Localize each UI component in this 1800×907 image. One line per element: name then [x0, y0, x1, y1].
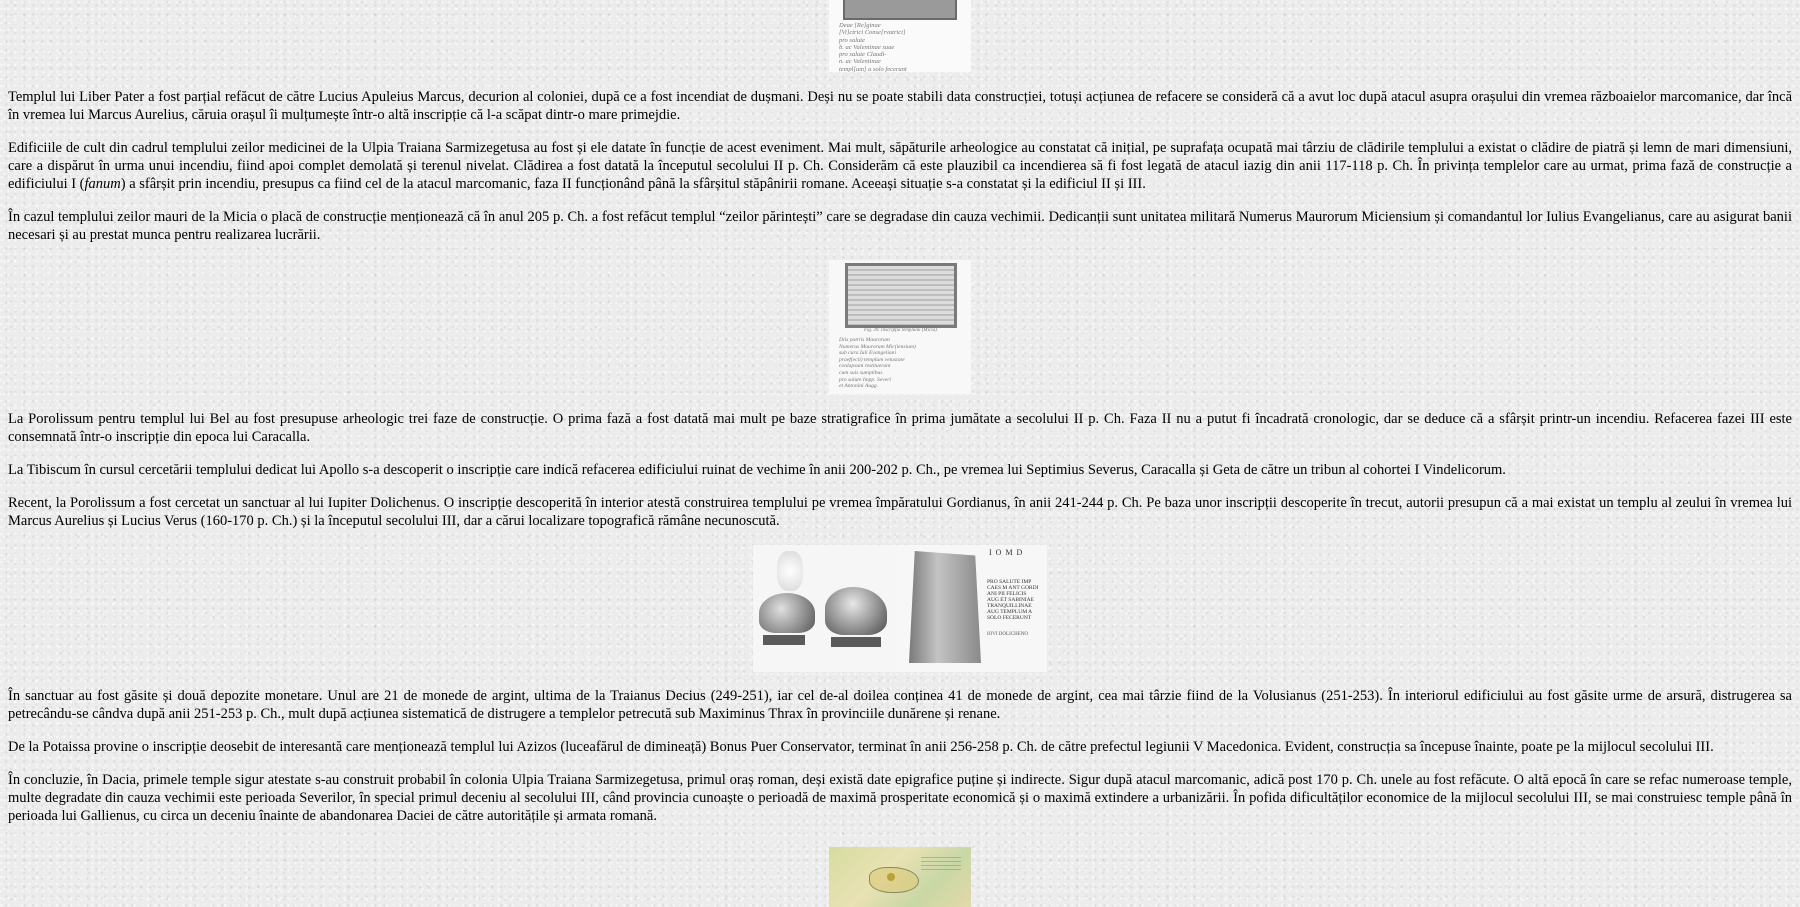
bronze-fragment-shape — [825, 587, 887, 635]
fragment-base-shape — [763, 635, 805, 645]
inscription-transcription: Diis patriis Maurorum Numerus Maurorum Mic(iensium) sub cura Iuli Evangeliani praef(ecti) templum vetustate conlapsum restituerunt cum suis sumptibus pro salute Impp. Severi et Antonini Augg. — [839, 337, 916, 390]
paragraph-text: ) a sfârșit prin incendiu, presupus ca fiind cel de la atacul marcomanic, faza II funcționând până la sfârșitul stăpânirii romane. Aceeași situație s-a constatat și la edificiul II și III. — [120, 176, 1146, 192]
plaque-stone-shape — [845, 263, 957, 328]
paragraph-text: Edificiile de cult din cadrul templului zeilor medicinei de la Ulpia Traiana Sarmizegetusa au fost și ele datate în funcție de acest eveniment. Mai mult, săpăturile arheologice au constatat că inițial, pe suprafața ocupată mai târziu de clădirile templului a existat o clădire de piatră și lemn de mari dimensiuni, care a dispărut în urma unui incendiu, fiind apoi complet demolată și terenul nivelat. Clădirea a fost datată la începutul secolului II p. Ch. Considerăm că este plauzibil ca incendierea să fi fost legată de atacul iazig din anii 117-118 p. Ch. În privința templelor care au urmat, prima fază de construcție a edificiului I ( — [8, 140, 1792, 192]
bronze-fragments-image — [753, 545, 897, 672]
map-region-shape — [869, 867, 919, 893]
stone-slab-shape — [843, 0, 957, 20]
paragraph: În cazul templului zeilor mauri de la Micia o placă de construcție menționează că în anul 205 p. Ch. a fost refăcut templul “zeilor părintești” care se degradase din cauza vechimii. Dedicanții sunt unitatea militară Numerus Maurorum Miciensium și comandantul lor Iulius Evangelianus, care au asigurat banii necesari și au prestat munca pentru realizarea lucrării. — [8, 209, 1792, 243]
finds-image-strip — [753, 545, 1047, 672]
inscribed-altar-image — [897, 545, 1047, 672]
paragraph: La Porolissum pentru templul lui Bel au fost presupuse arheologic trei faze de construcție. O prima fază a fost datată mai mult pe baze stratigrafice în prima jumătate a secolului II p. Ch. Faza II nu a putut fi încadrată cronologic, dar se deduce că a sfârșit printr-un incendiu. Refacerea fazei III este consemnată într-o inscripție din epoca lui Caracalla. — [8, 411, 1792, 445]
altar-stone-shape — [909, 551, 981, 663]
paragraph-emphasis: fanum — [84, 176, 121, 192]
paragraph: Templul lui Liber Pater a fost parțial refăcut de către Lucius Apuleius Marcus, decurion al coloniei, după ce a fost incendiat de dușmani. Deși nu se poate stabili data construcției, totuși acțiunea de refacere se consideră că a avut loc după atacul asupra orașului din vremea războaielor marcomanice, dar încă în vremea lui Marcus Aurelius, căruia orașul îi mulțumește într-o altă inscripție că l-a scăpat dintr-o mare primejdie. — [8, 89, 1792, 123]
altar-header: I O M D — [989, 548, 1023, 557]
figure-dolichenus-finds — [8, 545, 1792, 672]
altar-inscription: PRO SALUTE IMP CAES M ANT GORDI ANI PII FELICIS AUG ET SABINIAE TRANQUILLINAE AUG TEMPLUM A SOLO FECERUNT — [987, 579, 1039, 621]
inscription-transcription: Deae [Re]ginae [Vi]ctrici Conse[rvatrici] pro salute b. ac Valentinae suae pro salute Claudi- n. ac Valentinae templ[um] a solo fecerunt — [839, 22, 907, 72]
paragraph: De la Potaissa provine o inscripție deosebit de interesantă care menționează templul lui Azizos (luceafărul de dimineață) Bonus Puer Conservator, terminat în anii 256-258 p. Ch. de către prefectul legiunii V Macedonica. Evident, construcția sa începuse înainte, poate pe la mijlocul secolului III. — [8, 739, 1714, 755]
map-image — [829, 847, 971, 907]
map-marker-shape — [887, 873, 895, 881]
fragment-base-shape — [831, 637, 881, 647]
figure-micia-plaque — [8, 260, 1792, 394]
paragraph: La Tibiscum în cursul cercetării templului dedicat lui Apollo s-a descoperit o inscripție care indică refacerea edificiului ruinat de vechime în anii 200-202 p. Ch., pe vremea lui Septimius Severus, Caracalla și Geta de către un tribun al cohortei I Vindelicorum. — [8, 462, 1506, 478]
figure-caption: Fig. 39. Inscripţia templului (Micia). — [863, 328, 939, 333]
paragraph — [8, 139, 1792, 193]
bronze-fragment-shape — [759, 593, 815, 633]
plaque-image — [829, 260, 971, 394]
inscription-image — [829, 0, 971, 72]
figurine-shape — [777, 551, 803, 591]
figure-inscription-top — [8, 0, 1792, 72]
paragraph: Recent, la Porolissum a fost cercetat un sanctuar al lui Iupiter Dolichenus. O inscripție descoperită în interior atestă construirea templului pe vremea împăratului Gordianus, în anii 241-244 p. Ch. Pe baza unor inscripții descoperite în trecut, autorii presupun că a mai existat un templu al zeului în vremea lui Marcus Aurelius și Lucius Verus (160-170 p. Ch.) și la începutul secolului III, dar a cărui localizare topografică rămâne necunoscută. — [8, 495, 1792, 529]
paragraph: În concluzie, în Dacia, primele temple sigur atestate s-au construit probabil în colonia Ulpia Traiana Sarmizegetusa, primul oraș roman, deși există date epigrafice puține și indirecte. Sigur după atacul marcomanic, adică post 170 p. Ch. unele au fost refăcute. O altă epocă în care se refac numeroase temple, multe degradate din cauza vechimii este perioada Severilor, în special primul deceniu al secolului III, când provincia cunoaște o perioadă de maximă prosperitate economică și o maximă extindere a urbanizării. În pofida dificultăților economice de la mijlocul secolului III, se mai construiesc temple până în perioada lui Gallienus, cu circa un deceniu înainte de abandonarea Daciei de către autoritățile și armata romană. — [8, 772, 1792, 824]
paragraph: În sanctuar au fost găsite și două depozite monetare. Unul are 21 de monede de argint, ultima de la Traianus Decius (249-251), iar cel de-al doilea conținea 41 de monede de argint, cea mai târzie fiind de la Volusianus (251-253). În interiorul edificiului au fost găsite urme de arsură, distrugerea sa petrecându-se cândva după anii 251-253 p. Ch., mult după acțiunea sistematică de distrugere a templelor petrecută sub Maximinus Thrax în provinciile dunărene și renane. — [8, 688, 1792, 722]
figure-map — [8, 847, 1792, 907]
document-content — [8, 0, 1792, 907]
map-legend-shape — [921, 857, 961, 871]
altar-label: IOVI DOLICHENO — [987, 632, 1028, 637]
